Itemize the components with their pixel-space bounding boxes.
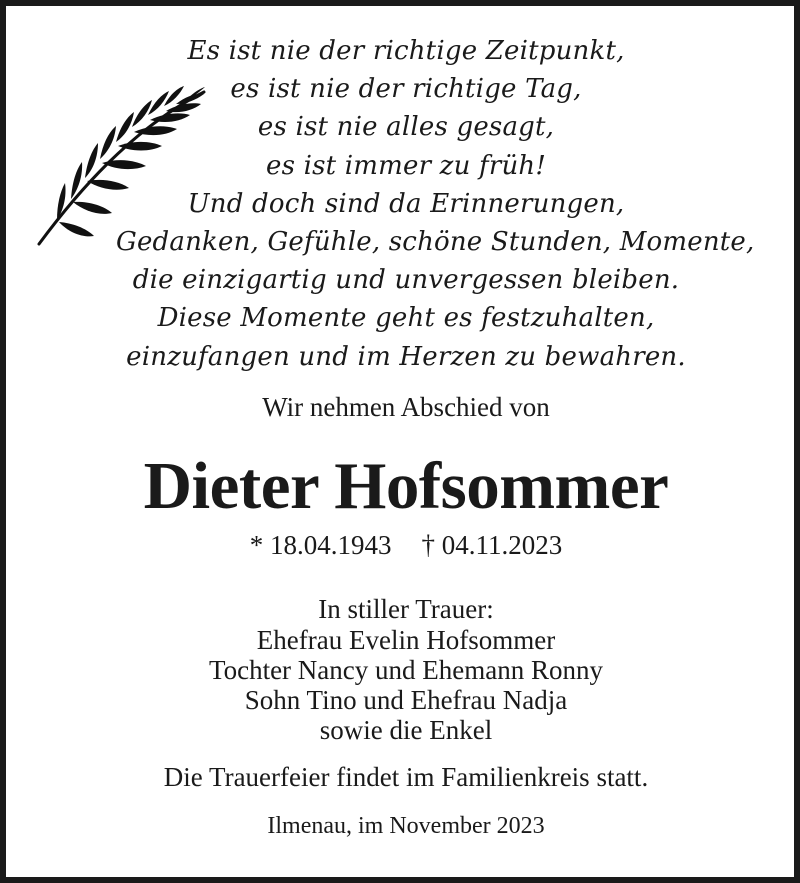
poem-line: Diese Momente geht es festzuhalten,	[157, 303, 655, 334]
mourner: Ehefrau Evelin Hofsommer	[256, 625, 556, 655]
poem-line: Gedanken, Gefühle, schöne Stunden, Momente,	[116, 227, 755, 258]
poem-line: einzufangen und im Herzen zu bewahren.	[126, 341, 686, 372]
poem-line: Und doch sind da Erinnerungen,	[187, 188, 625, 219]
farewell-intro: Wir nehmen Abschied von	[262, 392, 550, 422]
place-date: Ilmenau, im November 2023	[267, 813, 545, 839]
poem-line: es ist nie alles gesagt,	[257, 112, 555, 143]
poem-line: die einzigartig und unvergessen bleiben.	[132, 265, 680, 296]
poem-line: es ist nie der richtige Tag,	[230, 74, 582, 105]
death-date: † 04.11.2023	[421, 530, 563, 560]
life-dates	[6, 530, 800, 561]
poem	[116, 32, 755, 376]
mourning-title: In stiller Trauer:	[318, 594, 494, 624]
mourners-list	[6, 625, 800, 745]
poem-line: Es ist nie der richtige Zeitpunkt,	[187, 36, 625, 66]
mourner: sowie die Enkel	[319, 715, 493, 745]
mourner: Tochter Nancy und Ehemann Ronny	[208, 655, 603, 685]
mourner: Sohn Tino und Ehefrau Nadja	[244, 685, 568, 715]
birth-date: * 18.04.1943	[249, 530, 392, 560]
ceremony-note: Die Trauerfeier findet im Familienkreis statt.	[163, 762, 649, 792]
poem-line: es ist immer zu früh!	[266, 150, 546, 181]
deceased-name: Dieter Hofsommer	[143, 449, 669, 523]
